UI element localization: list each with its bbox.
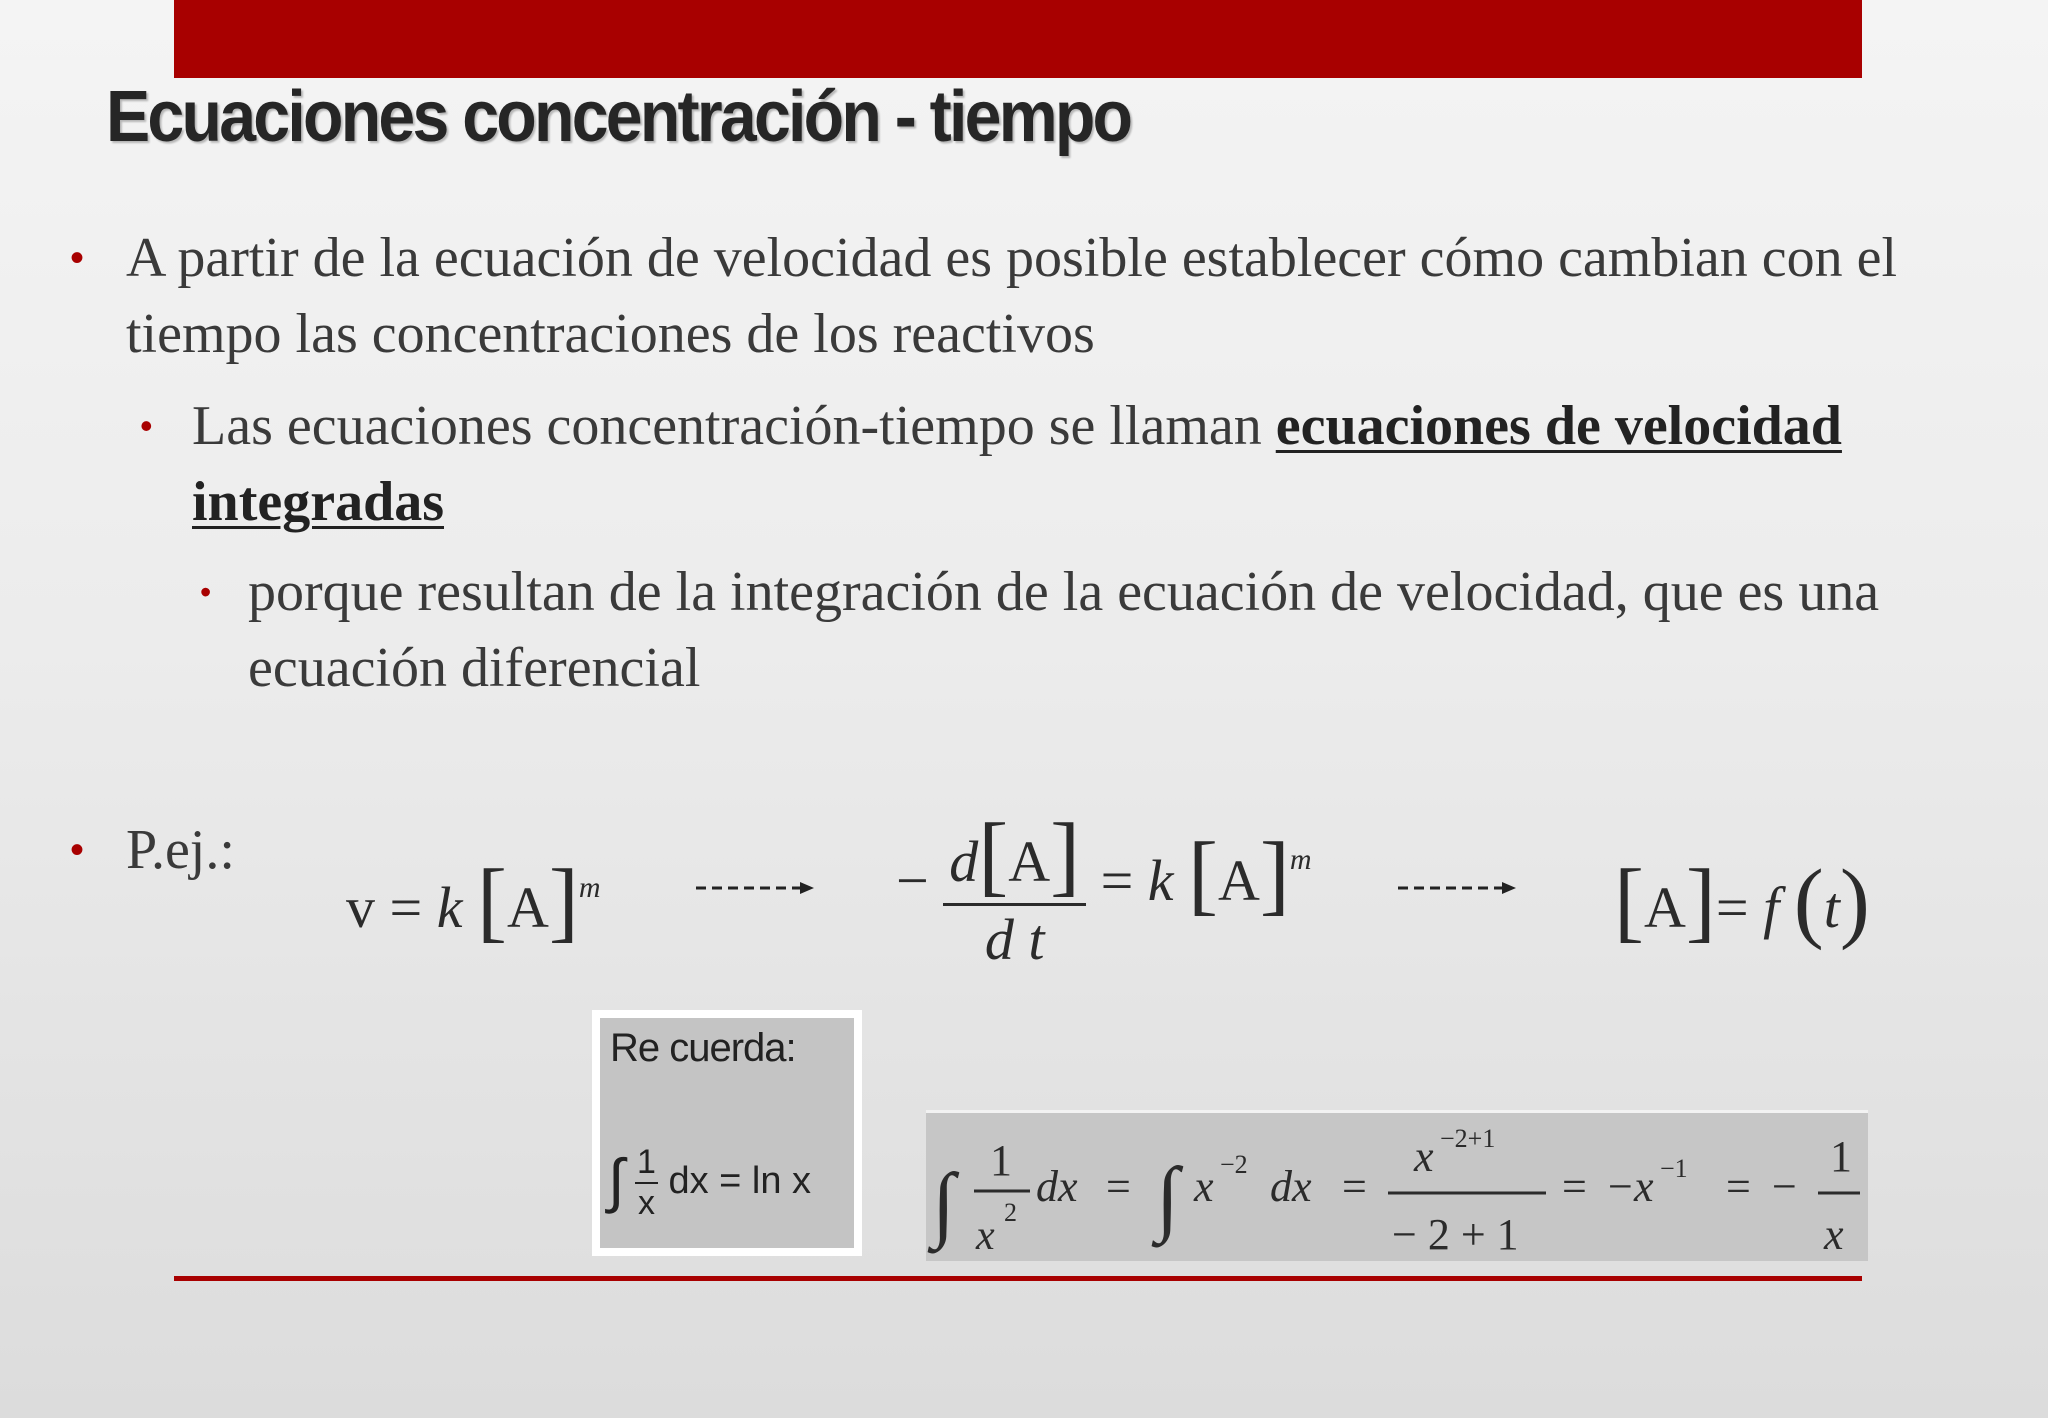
rate-equation: [346, 846, 601, 949]
svg-text:=: =: [1562, 1162, 1587, 1211]
eq-v: v: [346, 875, 375, 940]
eq-lbracket: [: [476, 852, 507, 951]
svg-text:x: x: [1634, 1162, 1654, 1211]
svg-text:dx: dx: [1270, 1162, 1312, 1211]
bullet-3-text: porque resultan de la integración de la ecuación de velocidad, que es una ecuación diferencial: [248, 561, 1880, 699]
bullet-4: [70, 812, 235, 888]
slide-title: Ecuaciones concentración - tiempo: [106, 77, 1131, 157]
svg-text:x: x: [1194, 1162, 1214, 1211]
integral-example-formula: [926, 1113, 1868, 1261]
svg-text:x: x: [1824, 1210, 1844, 1259]
derivative-fraction: [943, 800, 1086, 973]
svg-text:=: =: [1342, 1162, 1367, 1211]
bullet-4-text: P.ej.:: [126, 819, 235, 881]
bullet-2: [140, 388, 1892, 540]
arrow-1: [694, 878, 818, 898]
svg-text:−1: −1: [1660, 1154, 1688, 1183]
svg-text:1: 1: [1830, 1132, 1852, 1181]
bullet-dot: •: [70, 236, 85, 280]
top-accent-bar: [174, 0, 1862, 78]
eq-equals: =: [389, 875, 423, 940]
svg-text:−2: −2: [1220, 1150, 1248, 1179]
recuerda-label: Re cuerda:: [610, 1026, 796, 1070]
differential-rate-equation: − $\frac{d[A]}{\text{d t}}$ = k $[A]^m$: [896, 800, 1312, 973]
bullet-dot: •: [140, 405, 153, 446]
eq-m: m: [578, 870, 601, 904]
bullet-2-text: Las ecuaciones concentración-tiempo se llaman: [192, 395, 1276, 457]
integral-example-box: [926, 1110, 1868, 1261]
eq-k: k: [436, 875, 463, 940]
svg-text:∫: ∫: [932, 1157, 956, 1250]
svg-text:−2+1: −2+1: [1440, 1124, 1496, 1153]
eq-A: A: [506, 875, 549, 940]
eq-rbracket: ]: [548, 852, 579, 951]
bullet-2-emphasis: ecuaciones de velocidad integradas: [192, 395, 1842, 533]
arrow-2: [1396, 878, 1520, 898]
svg-text:x: x: [1414, 1132, 1434, 1181]
svg-text:1: 1: [990, 1136, 1012, 1185]
bullet-dot: •: [200, 574, 212, 610]
svg-text:=: =: [1726, 1162, 1751, 1211]
eq-minus: −: [896, 847, 929, 913]
bullet-1: [70, 220, 2006, 372]
svg-text:dx: dx: [1036, 1162, 1078, 1211]
svg-text:x: x: [976, 1213, 995, 1259]
bullet-1-text: A partir de la ecuación de velocidad es posible establecer cómo cambian con el tiempo las concentraciones de los reactivos: [126, 227, 1898, 365]
svg-text:−: −: [1772, 1162, 1797, 1211]
recuerda-formula: ∫ $\frac{1}{x}$ dx = ln x: [608, 1142, 812, 1222]
svg-text:=: =: [1106, 1162, 1131, 1211]
derivative-numerator: d[A]: [943, 800, 1086, 906]
bullet-dot: •: [70, 828, 85, 872]
svg-text:− 2 + 1: − 2 + 1: [1392, 1210, 1519, 1259]
svg-text:2: 2: [1004, 1198, 1017, 1227]
svg-text:∫: ∫: [1156, 1151, 1180, 1244]
recuerda-box: [592, 1010, 862, 1256]
svg-text:−: −: [1608, 1162, 1633, 1211]
bullet-3: [200, 554, 2008, 706]
derivative-denominator: d t: [984, 907, 1045, 972]
concentration-function: [A]= f (t): [1614, 852, 1870, 951]
bottom-accent-line: [174, 1276, 1862, 1281]
